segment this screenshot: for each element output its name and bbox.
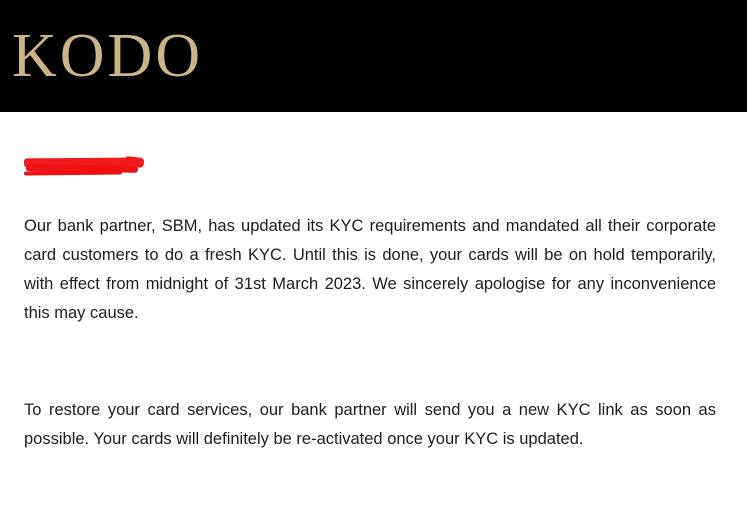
redaction-stroke-icon (124, 156, 145, 168)
redaction-stroke-icon (24, 170, 122, 175)
email-header-banner (0, 0, 747, 112)
redacted-name-marker (24, 152, 144, 178)
redaction-row (24, 112, 723, 182)
kodo-logo: KODO (12, 22, 204, 90)
body-paragraph-2: To restore your card services, our bank partner will send you a new KYC link as soon as possible. Your cards will definitely be re-activated once your KYC is updated. (24, 401, 716, 448)
email-body (0, 112, 747, 454)
body-paragraph-1: Our bank partner, SBM, has updated its KYC requirements and mandated all their corporate card customers to do a fresh KYC. Until this is done, your cards will be on hold temporarily, with effect from midnight of 31st March 2023. We sincerely apologise for any inconvenience this may cause. (24, 217, 716, 322)
